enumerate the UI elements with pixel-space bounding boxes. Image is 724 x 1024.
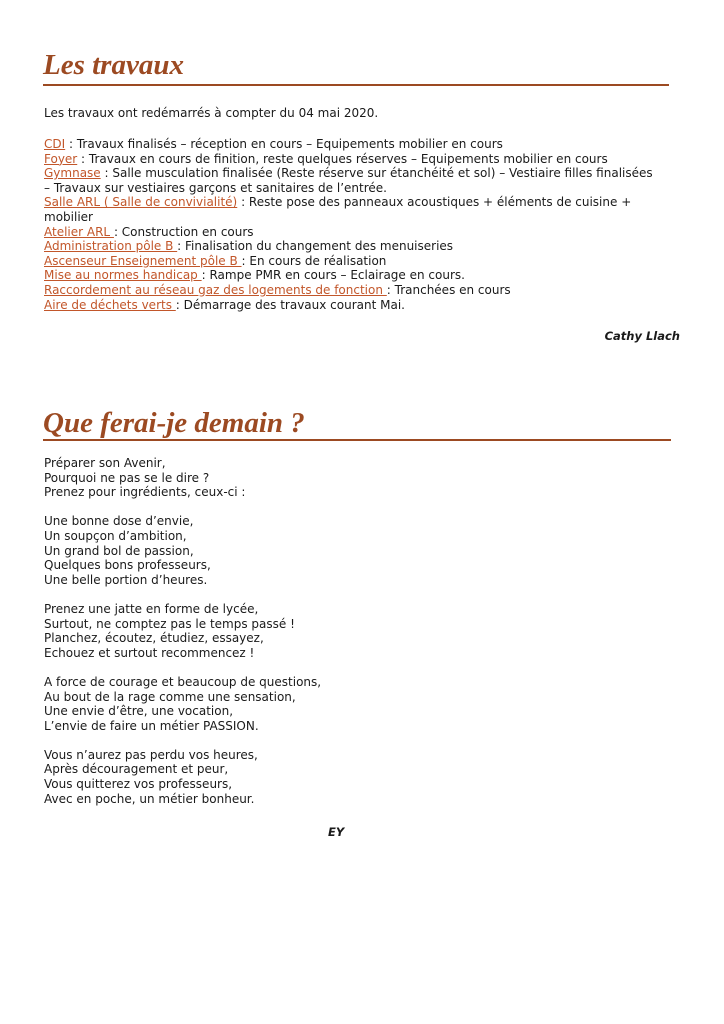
poem-line: Après découragement et peur,: [44, 762, 229, 777]
poem: [44, 456, 444, 821]
works-description: : Reste pose des panneaux acoustiques + éléments de cuisine + mobilier: [44, 195, 632, 224]
works-link[interactable]: Administration pôle B: [44, 239, 178, 254]
works-description: : Rampe PMR en cours – Eclairage en cours.: [201, 268, 465, 283]
section-title-travaux: Les travaux: [43, 49, 184, 81]
works-item-administration: [44, 239, 654, 254]
poem-line: Une belle portion d’heures.: [44, 572, 208, 587]
works-link[interactable]: Salle ARL ( Salle de convivialité): [44, 195, 238, 210]
works-description: : Salle musculation finalisée (Reste réserve sur étanchéité et sol) – Vestiaire filles finalisées – Travaux sur vestiaires garçons et sanitaires de l’entrée.: [44, 166, 653, 195]
works-description: : Tranchées en cours: [386, 282, 511, 297]
poem-line: Prenez une jatte en forme de lycée,: [44, 601, 259, 616]
poem-line: Une envie d’être, une vocation,: [44, 704, 234, 719]
intro-text: Les travaux ont redémarrés à compter du 04 mai 2020.: [44, 106, 379, 120]
poem-line: Un soupçon d’ambition,: [44, 528, 187, 543]
works-link[interactable]: Foyer: [44, 151, 78, 166]
section-title-demain: Que ferai-je demain ?: [43, 407, 305, 439]
poem-line: Avec en poche, un métier bonheur.: [44, 791, 255, 806]
poem-line: Vous quitterez vos professeurs,: [44, 777, 233, 792]
signature-poem: EY: [328, 825, 345, 839]
works-item-dechets: [44, 298, 654, 313]
title-underline: [43, 84, 669, 86]
poem-line: Un grand bol de passion,: [44, 543, 194, 558]
poem-line: Pourquoi ne pas se le dire ?: [44, 470, 210, 485]
poem-stanza: [44, 675, 444, 733]
works-link[interactable]: Gymnase: [44, 166, 101, 181]
works-item-cdi: [44, 137, 654, 152]
poem-line: Une bonne dose d’envie,: [44, 514, 194, 529]
works-description: : En cours de réalisation: [241, 253, 387, 268]
poem-line: Planchez, écoutez, étudiez, essayez,: [44, 631, 264, 646]
poem-line: Prenez pour ingrédients, ceux-ci :: [44, 485, 246, 500]
works-item-gaz: [44, 283, 654, 298]
works-description: : Construction en cours: [113, 224, 254, 239]
poem-line: Préparer son Avenir,: [44, 456, 166, 470]
poem-line: Surtout, ne comptez pas le temps passé !: [44, 616, 295, 631]
works-link[interactable]: Atelier ARL: [44, 224, 114, 239]
poem-stanza: [44, 456, 444, 500]
signature-author: Cathy Llach: [604, 329, 680, 343]
works-description: : Finalisation du changement des menuiseries: [177, 239, 454, 254]
poem-line: L’envie de faire un métier PASSION.: [44, 718, 259, 733]
title-underline: [43, 439, 671, 441]
works-item-ascenseur: [44, 254, 654, 269]
works-item-salle-arl: [44, 195, 654, 224]
works-link[interactable]: Mise au normes handicap: [44, 268, 202, 283]
works-link[interactable]: Raccordement au réseau gaz des logements de fonction: [44, 282, 387, 297]
works-description: : Démarrage des travaux courant Mai.: [175, 297, 405, 312]
poem-line: A force de courage et beaucoup de questions,: [44, 674, 322, 689]
poem-line: Quelques bons professeurs,: [44, 558, 211, 573]
poem-line: Vous n’aurez pas perdu vos heures,: [44, 747, 258, 762]
works-description: : Travaux en cours de finition, reste quelques réserves – Equipements mobilier en cours: [77, 151, 608, 166]
works-link[interactable]: CDI: [44, 137, 66, 151]
works-item-handicap: [44, 268, 654, 283]
works-description: : Travaux finalisés – réception en cours – Equipements mobilier en cours: [65, 137, 503, 151]
works-item-foyer: [44, 152, 654, 167]
works-item-gymnase: [44, 166, 654, 195]
works-link[interactable]: Aire de déchets verts: [44, 297, 176, 312]
works-list: [44, 137, 654, 312]
poem-stanza: [44, 514, 444, 587]
poem-line: Echouez et surtout recommencez !: [44, 645, 255, 660]
works-item-atelier-arl: [44, 225, 654, 240]
poem-stanza: [44, 748, 444, 806]
poem-stanza: [44, 602, 444, 660]
works-link[interactable]: Ascenseur Enseignement pôle B: [44, 253, 242, 268]
poem-line: Au bout de la rage comme une sensation,: [44, 689, 296, 704]
